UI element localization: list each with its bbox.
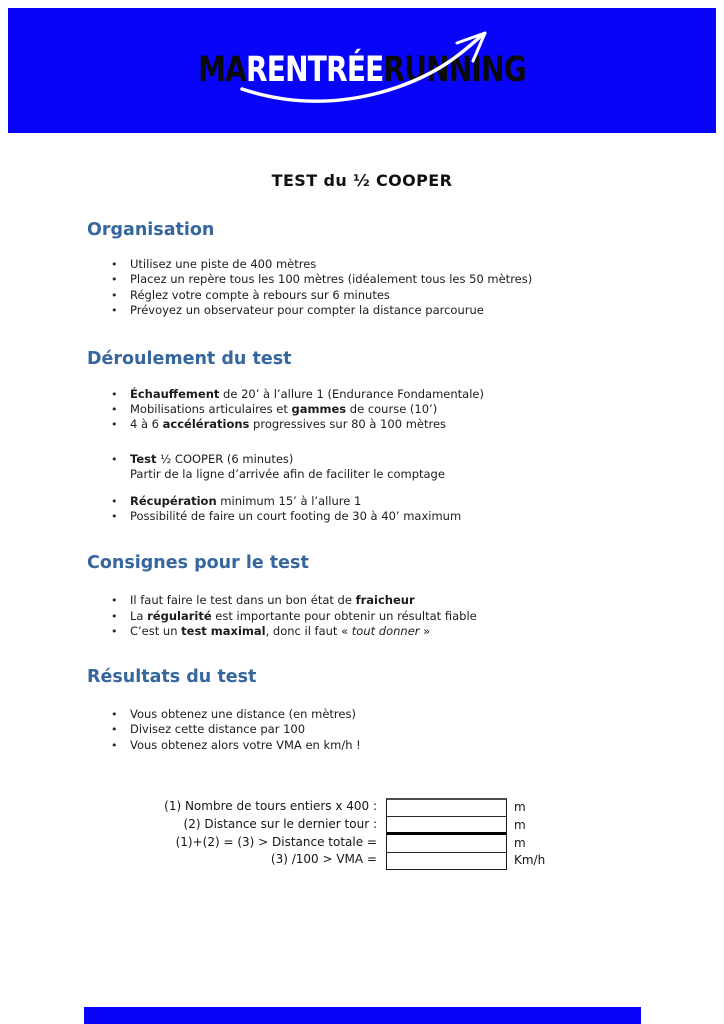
list-item <box>87 417 724 432</box>
list-item <box>87 452 724 467</box>
text-segment: test maximal <box>181 624 266 639</box>
result-row-label: (1)+(2) = (3) > Distance totale = <box>175 834 377 849</box>
bullet-list <box>87 494 724 525</box>
list-item <box>87 707 724 722</box>
text-segment: , donc il faut « <box>265 624 352 639</box>
logo-part-running: RUNNING <box>383 50 526 90</box>
section-heading: Organisation <box>87 220 215 240</box>
bullet-list <box>87 452 724 483</box>
result-form-units <box>514 798 545 870</box>
section-heading: Consignes pour le test <box>87 553 309 574</box>
bullet-list <box>87 257 724 319</box>
page-title: TEST du ½ COOPER <box>271 171 453 190</box>
list-item <box>87 272 724 287</box>
section-heading: Déroulement du test <box>87 348 292 369</box>
text-segment: Vous obtenez alors votre VMA en km/h ! <box>130 737 361 752</box>
result-form-boxes <box>386 798 507 871</box>
result-input-box[interactable] <box>387 853 506 870</box>
text-segment: tout donner <box>351 624 420 639</box>
text-segment: gammes <box>291 402 347 417</box>
text-segment: Échauffement <box>130 386 220 401</box>
text-segment: » <box>419 624 431 639</box>
list-item <box>87 624 724 639</box>
result-input-box[interactable] <box>387 817 506 835</box>
result-row-unit: m <box>514 817 526 832</box>
list-item <box>87 288 724 303</box>
text-segment: est importante pour obtenir un résultat fiable <box>211 608 477 623</box>
bullet-list <box>87 593 724 639</box>
section <box>0 349 724 525</box>
list-item <box>87 593 724 608</box>
list-item <box>87 509 724 524</box>
text-segment: 4 à 6 <box>130 417 163 432</box>
footer-banner-strip <box>84 1007 641 1024</box>
logo-part-ma: MA <box>198 50 247 90</box>
header-banner <box>8 8 716 133</box>
list-item <box>87 467 724 482</box>
result-row-label: (2) Distance sur le dernier tour : <box>183 816 377 831</box>
section-heading: Résultats du test <box>87 666 257 687</box>
text-segment: Prévoyez un observateur pour compter la distance parcourue <box>130 303 484 318</box>
section <box>0 553 724 639</box>
text-segment: Divisez cette distance par 100 <box>130 722 306 737</box>
text-segment: Placez un repère tous les 100 mètres (idéalement tous les 50 mètres) <box>130 272 533 287</box>
text-segment: Partir de la ligne d’arrivée afin de faciliter le comptage <box>130 467 445 482</box>
text-segment: Mobilisations articulaires et <box>130 402 292 417</box>
list-item <box>87 257 724 272</box>
list-item <box>87 387 724 402</box>
document-body <box>0 133 724 870</box>
result-input-box[interactable] <box>387 835 506 853</box>
list-item <box>87 494 724 509</box>
text-segment: Récupération <box>130 493 217 508</box>
text-segment: fraicheur <box>355 593 415 608</box>
result-row-label: (3) /100 > VMA = <box>270 852 377 867</box>
section <box>0 667 724 753</box>
section <box>0 220 724 319</box>
text-segment: La <box>130 608 148 623</box>
bullet-list <box>87 387 724 433</box>
text-segment: régularité <box>147 608 212 623</box>
text-segment: Test <box>130 451 157 466</box>
list-item <box>87 738 724 753</box>
result-row-unit: m <box>514 799 526 814</box>
bullet-list <box>87 707 724 753</box>
result-row-label: (1) Nombre de tours entiers x 400 : <box>164 798 377 813</box>
list-item <box>87 609 724 624</box>
text-segment: C’est un <box>130 624 182 639</box>
text-segment: minimum 15’ à l’allure 1 <box>216 493 362 508</box>
text-segment: Possibilité de faire un court footing de 30 à 40’ maximum <box>130 509 462 524</box>
result-input-box[interactable] <box>387 800 506 818</box>
text-segment: Utilisez une piste de 400 mètres <box>130 257 317 271</box>
list-item <box>87 722 724 737</box>
text-segment: accélérations <box>162 417 250 432</box>
text-segment: de course (10’) <box>346 402 438 417</box>
result-form-labels <box>87 798 386 869</box>
text-segment: de 20’ à l’allure 1 (Endurance Fondamentale) <box>219 386 484 401</box>
result-row-unit: m <box>514 835 526 850</box>
logo <box>79 50 645 90</box>
text-segment: ½ COOPER (6 minutes) <box>156 451 294 466</box>
logo-part-rentree: RENTRÉE <box>246 50 384 90</box>
text-segment: progressives sur 80 à 100 mètres <box>249 417 447 432</box>
text-segment: Réglez votre compte à rebours sur 6 minutes <box>130 287 390 302</box>
text-segment: Il faut faire le test dans un bon état de <box>130 593 356 608</box>
result-form <box>87 798 724 871</box>
result-row-unit: Km/h <box>514 853 546 868</box>
list-item <box>87 402 724 417</box>
text-segment: Vous obtenez une distance (en mètres) <box>130 706 356 721</box>
list-item <box>87 303 724 318</box>
sections <box>0 220 724 753</box>
